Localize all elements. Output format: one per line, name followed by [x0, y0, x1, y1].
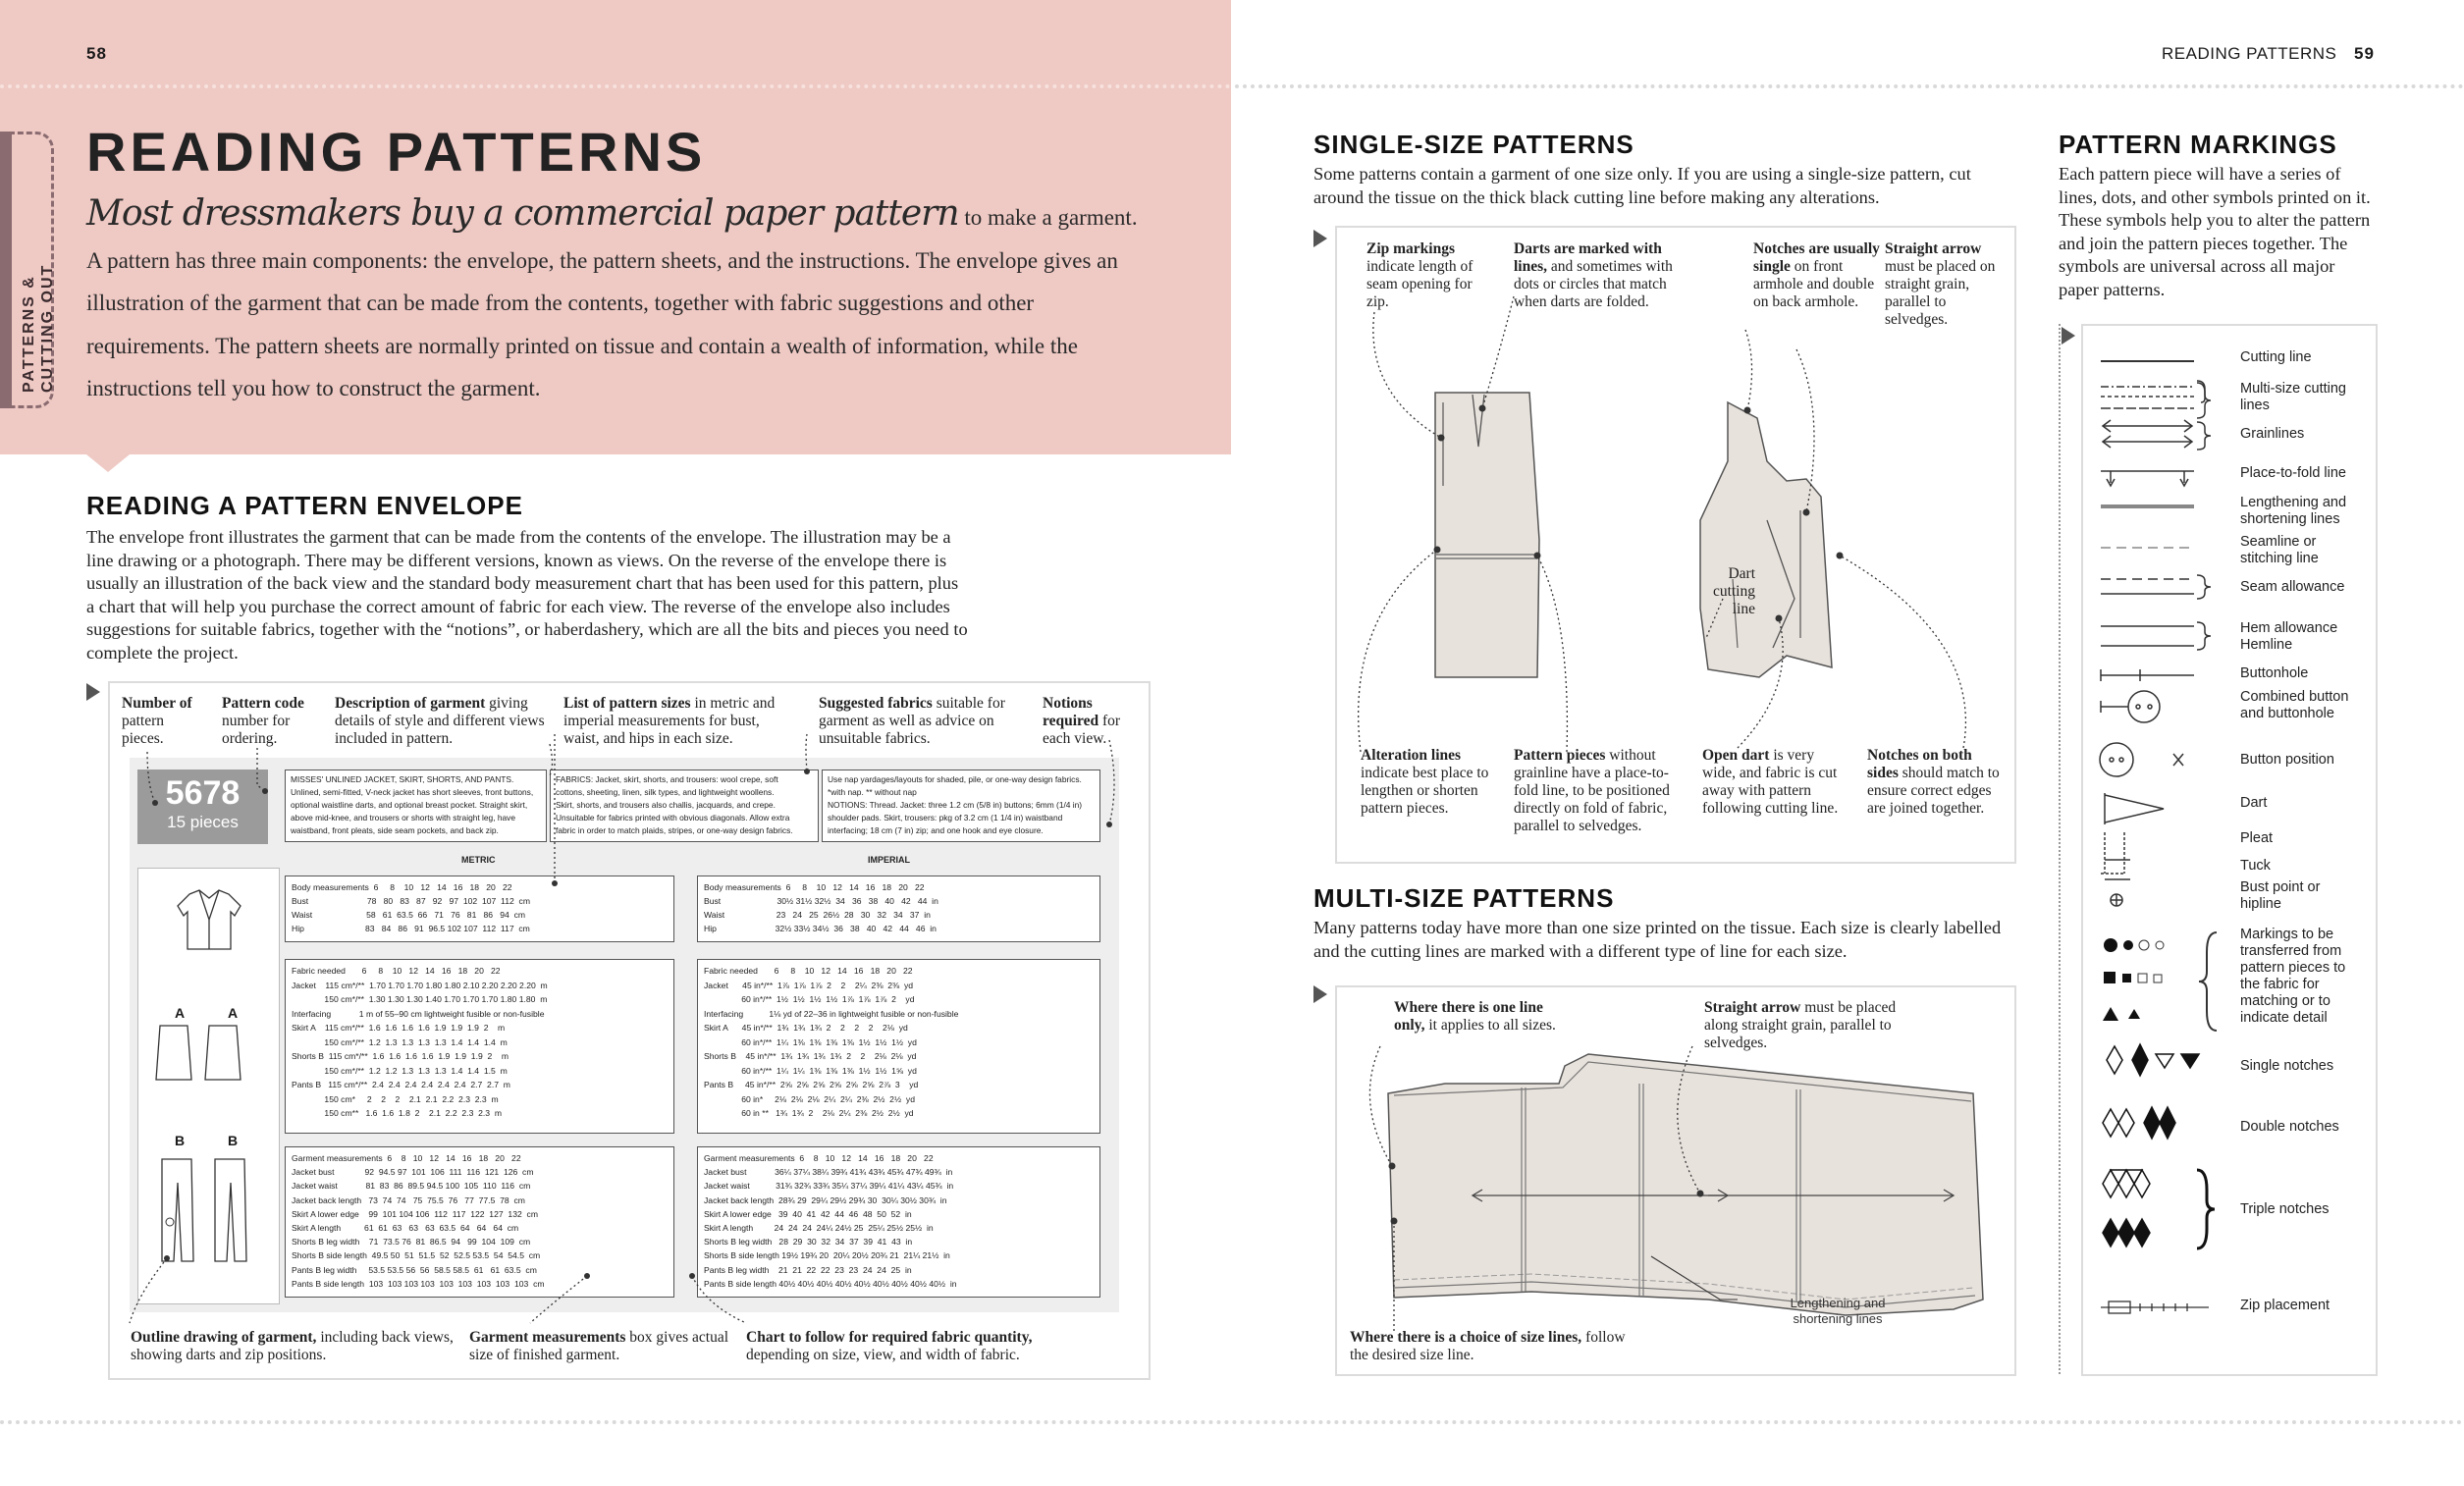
marking-label: Pleat	[2240, 830, 2274, 846]
single-notches-symbol	[2107, 1044, 2199, 1076]
single-size-body: Some patterns contain a garment of one size only. If you are using a single-size pattern, cut around the tissue on the thick black cutting line before making any alterations.	[1313, 164, 1971, 207]
marking-label: Seamline or stitching line	[2240, 534, 2319, 566]
marking-label: Seam allowance	[2240, 579, 2345, 595]
buttonhole-symbol	[2101, 669, 2194, 681]
top-rule-right	[1235, 84, 2464, 88]
metric-body-table: Body measurements 6 8 10 12 14 16 18 20 22 Bust 78 80 83 87 92 97 102 107 112 cm Waist 58 61 63.5 66 71 76 81 86 94 cm Hip 83 84 86 91 96.5 102 107 112 117 cm	[285, 876, 674, 942]
metric-garment-table: Garment measurements 6 8 10 12 14 16 18 20 22 Jacket bust 92 94.5 97 101 106 111 116 121 126 cm Jacket waist 81 83 86 89.5 94.5 100 105 110 116 cm Jacket back length 73 74 74 75 75.5 76 77 77.5 78 cm Skirt A lower edge 99 101 104 106 112 117 122 127 132 cm Skirt A length 61 61 63 63 63 63.5 64 64 64 cm Shorts B leg width 71 73.5 76 81 86.5 94 99 104 109 cm Shorts B side length 49.5 50 51 51.5 52 52.5 53.5 54 54.5 cm Pants B leg width 53.5 53.5 56 56 58.5 58.5 61 61 63.5 cm Pants B side length 103 103 103 103 103 103 103 103 103 cm	[285, 1146, 674, 1298]
marking-label: Multi-size cutting lines	[2240, 381, 2346, 413]
marking-label: Grainlines	[2240, 426, 2305, 442]
marking-label: Bust point or hipline	[2240, 879, 2321, 912]
callout-fabric-chart: Chart to follow for required fabric quantity, depending on size, view, and width of fabric.	[746, 1329, 1033, 1363]
bust-point-symbol	[2111, 894, 2122, 906]
callout-notches: Notches are usually single on front armhole and double on back armhole.	[1753, 240, 1880, 310]
envelope-body: The envelope front illustrates the garment that can be made from the contents of the envelope. The illustration may be a line drawing or a photograph. There may be different versions, known as views. On the reverse of the envelope there is usually an illustration of the back view and the standard body measurement chart that has been used for this pattern, plus a chart that will help you purchase the correct amount of fabric for each view. The reverse of the envelope also includes suggestions for suitable fabrics, together with the “notions”, or haberdashery, which are all the bits and pieces you need to complete the project.	[86, 527, 968, 663]
metric-label: METRIC	[461, 855, 496, 865]
callout-straight-arrow: Straight arrow must be placed on straight grain, parallel to selvedges.	[1885, 240, 1996, 328]
fabrics-box: FABRICS: Jacket, skirt, shorts, and trousers: wool crepe, soft cottons, sheeting, linen, silk types, and lightweight woollens. Skirt, shorts, and trousers also challis, jacquards, and crepe. Unsuitable for fabrics printed with obvious diagonals. Allow extra fabric in order to match plaids, stripes, or one-way design fabrics.	[550, 770, 819, 842]
single-figure-marker-icon	[1313, 230, 1327, 247]
callout-one-line: Where there is one line only, it applies to all sizes.	[1394, 999, 1556, 1034]
marking-label: Double notches	[2240, 1119, 2339, 1135]
bottom-rule	[0, 1420, 2464, 1424]
grainline-symbol	[2103, 420, 2192, 448]
marking-label: Single notches	[2240, 1058, 2334, 1074]
callout-notions: Notions required for each view.	[1043, 695, 1121, 747]
callout-lengthening-lines: Lengthening and shortening lines	[1790, 1296, 1886, 1326]
marking-label: Buttonhole	[2240, 665, 2309, 681]
callout-description: Description of garment giving details of style and different views included in pattern.	[335, 695, 545, 747]
markings-labels	[2240, 324, 2373, 1376]
callout-alteration-lines: Alteration lines indicate best place to lengthen or shorten pattern pieces.	[1361, 747, 1489, 817]
button-buttonhole-symbol	[2101, 691, 2160, 722]
marking-label: Triple notches	[2240, 1201, 2330, 1217]
zip-placement-symbol	[2101, 1301, 2209, 1313]
hem-symbol	[2101, 626, 2194, 646]
bodice-pattern-piece	[1700, 402, 1832, 677]
callout-fabrics: Suggested fabrics suitable for garment as well as advice on unsuitable fabrics.	[819, 695, 1005, 747]
markings-symbols	[2081, 324, 2238, 1376]
triple-notches-symbol	[2103, 1170, 2215, 1248]
markings-marker-icon	[2062, 327, 2075, 345]
transfer-markings-symbols	[2103, 938, 2164, 1021]
callout-pattern-code: Pattern code number for ordering.	[222, 695, 304, 747]
marking-label: Combined button and buttonhole	[2240, 689, 2349, 721]
callout-size-choice: Where there is a choice of size lines, follow the desired size line.	[1350, 1329, 1626, 1363]
tuck-symbol	[2105, 860, 2130, 879]
callout-multi-straight-arrow: Straight arrow must be placed along straight grain, parallel to selvedges.	[1704, 999, 1897, 1051]
markings-body: Each pattern piece will have a series of lines, dots, and other symbols printed on it. These symbols help you to alter the pattern and join the pattern pieces together. The symbols are universal across all major paper patterns.	[2059, 164, 2371, 299]
marking-label: Cutting line	[2240, 349, 2312, 365]
intro-text: to make a garment. A pattern has three main components: the envelope, the pattern sheets, and the instructions. The envelope gives an illustration of the garment that can be made from the contents, together with fabric suggestions and other requirements. The pattern sheets are normally printed on tissue and contain a wealth of information, while the instructions tell you how to construct the garment.	[86, 205, 1138, 400]
pleat-symbol	[2101, 832, 2124, 874]
callout-notches-both-sides: Notches on both sides should match to ensure correct edges are joined together.	[1867, 747, 2000, 817]
markings-divider	[2059, 324, 2061, 1374]
marking-label: Tuck	[2240, 858, 2271, 874]
view-a-label-left: A	[175, 1005, 186, 1021]
marking-label: Button position	[2240, 752, 2334, 768]
envelope-leader-lines	[0, 0, 1231, 1486]
marking-label: Markings to be transferred from pattern pieces to the fabric for matching or to indicate detail	[2240, 927, 2346, 1026]
view-a-label-right: A	[228, 1005, 239, 1021]
callout-number-of-pieces: Number of pattern pieces.	[122, 695, 192, 747]
callout-garment-measurements: Garment measurements box gives actual size of finished garment.	[469, 1329, 729, 1363]
callout-outline-drawing: Outline drawing of garment, including back views, showing darts and zip positions.	[131, 1329, 454, 1363]
marking-label: Place-to-fold line	[2240, 465, 2346, 481]
multi-size-body: Many patterns today have more than one size printed on the tissue. Each size is clearly labelled and the cutting lines are marked with a different type of line for each size.	[1313, 918, 2002, 961]
intro-lead: Most dressmakers buy a commercial paper pattern	[86, 193, 959, 234]
seam-allowance-symbol	[2101, 579, 2194, 594]
markings-heading: PATTERN MARKINGS	[2059, 130, 2337, 159]
imperial-body-table: Body measurements 6 8 10 12 14 16 18 20 22 Bust 30½ 31½ 32½ 34 36 38 40 42 44 in Waist 23 24 25 26½ 28 30 32 34 37 in Hip 32½ 33½ 34½ 36 38 40 42 44 46 in	[697, 876, 1100, 942]
multi-figure-marker-icon	[1313, 985, 1327, 1003]
description-box: MISSES' UNLINED JACKET, SKIRT, SHORTS, AND PANTS. Unlined, semi-fitted, V-neck jacket has short sleeves, front buttons, optional waistline darts, and optional breast pocket. Straight skirt, above mid-knee, and trousers or shorts with straight leg, have waistband, front pleats, side seam pockets, and back zip.	[285, 770, 547, 842]
page-number-right: 59	[2354, 44, 2375, 63]
callout-dart-cutting-line: Dart cutting line	[1712, 565, 1755, 617]
imperial-label: IMPERIAL	[868, 855, 911, 865]
page-number-left: 58	[86, 44, 107, 63]
dart-symbol	[2105, 793, 2164, 824]
callout-zip-markings: Zip markings indicate length of seam opening for zip.	[1366, 240, 1473, 310]
pattern-code: 5678	[165, 774, 241, 812]
notions-box: Use nap yardages/layouts for shaded, pile, or one-way design fabrics. *with nap. ** without nap NOTIONS: Thread. Jacket: three 1.2 cm (5/8 in) buttons; 6mm (1/4 in) shoulder pads. Skirt, trousers: pkg of 3.2 cm (1 1/4 in) waistband interfacing; 18 cm (7 in) zip; and one hook and eye closure.	[822, 770, 1100, 842]
callout-sizes: List of pattern sizes in metric and imperial measurements for bust, waist, and hips in each size.	[563, 695, 776, 747]
view-b-label-left: B	[175, 1133, 186, 1148]
running-head: READING PATTERNS	[2162, 44, 2337, 63]
place-to-fold-symbol	[2101, 471, 2194, 486]
double-notches-symbol	[2103, 1107, 2175, 1139]
page-title: READING PATTERNS	[86, 121, 707, 183]
marking-label: Dart	[2240, 795, 2268, 811]
imperial-fabric-table: Fabric needed 6 8 10 12 14 16 18 20 22 Jacket 45 in*/** 1⅞ 1⅞ 1⅞ 2 2 2¼ 2⅜ 2⅜ yd 60 in*/** 1½ 1½ 1½ 1½ 1⅞ 1⅞ 1⅞ 2 yd Interfacing 1⅛ yd of 22–36 in lightweight fusible or non-fusible Skirt A 45 in*/** 1¾ 1¾ 1¾ 2 2 2 2 2⅛ yd 60 in*/** 1¼ 1⅜ 1⅜ 1⅜ 1⅜ 1½ 1½ 1½ yd Shorts B 45 in*/** 1¾ 1¾ 1¾ 1¾ 2 2 2⅛ 2⅛ yd 60 in*/** 1¼ 1¼ 1⅜ 1⅜ 1⅜ 1½ 1½ 1⅝ yd Pants B 45 in*/** 2⅝ 2⅝ 2⅝ 2⅝ 2⅝ 2⅝ 2⅞ 3 yd 60 in* 2⅛ 2⅛ 2⅛ 2¼ 2¼ 2⅜ 2½ 2½ yd 60 in ** 1¾ 1¾ 2 2⅛ 2¼ 2⅜ 2½ 2½ yd	[697, 959, 1100, 1134]
imperial-garment-table: Garment measurements 6 8 10 12 14 16 18 20 22 Jacket bust 36¼ 37¼ 38¼ 39¾ 41¾ 43¾ 45¾ 47¾ 49¾ in Jacket waist 31¾ 32¾ 33¾ 35¼ 37¼ 39¼ 41¼ 43¼ 45¾ in Jacket back length 28¾ 29 29¼ 29½ 29¾ 30 30¼ 30½ 30¾ in Skirt A lower edge 39 40 41 42 44 46 48 50 52 in Skirt A length 24 24 24 24¼ 24½ 25 25¼ 25½ 25½ in Shorts B leg width 28 29 30 32 34 37 39 41 43 in Shorts B side length 19½ 19¾ 20 20¼ 20½ 20¾ 21 21¼ 21½ in Pants B leg width 21 21 22 22 23 23 24 24 25 in Pants B side length 40½ 40½ 40½ 40½ 40½ 40½ 40½ 40½ 40½ in	[697, 1146, 1100, 1298]
multi-size-pattern-drawing	[1335, 985, 2016, 1376]
button-position-symbol	[2100, 743, 2183, 776]
skirt-pattern-piece	[1435, 393, 1539, 677]
view-b-label-right: B	[228, 1133, 239, 1148]
marking-label: Lengthening and shortening lines	[2240, 495, 2347, 527]
piece-count: 15 pieces	[167, 813, 239, 831]
multi-size-heading: MULTI-SIZE PATTERNS	[1313, 883, 1615, 913]
single-size-heading: SINGLE-SIZE PATTERNS	[1313, 130, 1634, 159]
envelope-heading: READING A PATTERN ENVELOPE	[86, 491, 523, 520]
callout-open-dart: Open dart is very wide, and fabric is cut away with pattern following cutting line.	[1702, 747, 1839, 817]
callout-darts: Darts are marked with lines, and sometimes with dots or circles that match when darts are folded.	[1514, 240, 1673, 310]
callout-pattern-pieces: Pattern pieces without grainline have a place-to-fold line, to be positioned directly on fold of fabric, parallel to selvedges.	[1514, 747, 1670, 834]
section-tab-label: PATTERNS & CUTTING OUT	[21, 263, 56, 393]
marking-label: Zip placement	[2240, 1298, 2330, 1313]
metric-fabric-table: Fabric needed 6 8 10 12 14 16 18 20 22 Jacket 115 cm*/** 1.70 1.70 1.70 1.80 1.80 2.10 2.20 2.20 2.20 m 150 cm*/** 1.30 1.30 1.30 1.40 1.70 1.70 1.70 1.80 1.80 m Interfacing 1 m of 55–90 cm lightweight fusible or non-fusible Skirt A 115 cm*/** 1.6 1.6 1.6 1.6 1.9 1.9 1.9 2 m 150 cm*/** 1.2 1.3 1.3 1.3 1.3 1.4 1.4 1.4 m Shorts B 115 cm*/** 1.6 1.6 1.6 1.6 1.9 1.9 1.9 2 m 150 cm*/** 1.2 1.2 1.3 1.3 1.3 1.4 1.4 1.5 m Pants B 115 cm*/** 2.4 2.4 2.4 2.4 2.4 2.4 2.7 2.7 m 150 cm* 2 2 2 2.1 2.1 2.2 2.3 2.3 m 150 cm** 1.6 1.6 1.8 2 2.1 2.2 2.3 2.3 m	[285, 959, 674, 1134]
marking-label: Hem allowance Hemline	[2240, 620, 2338, 653]
